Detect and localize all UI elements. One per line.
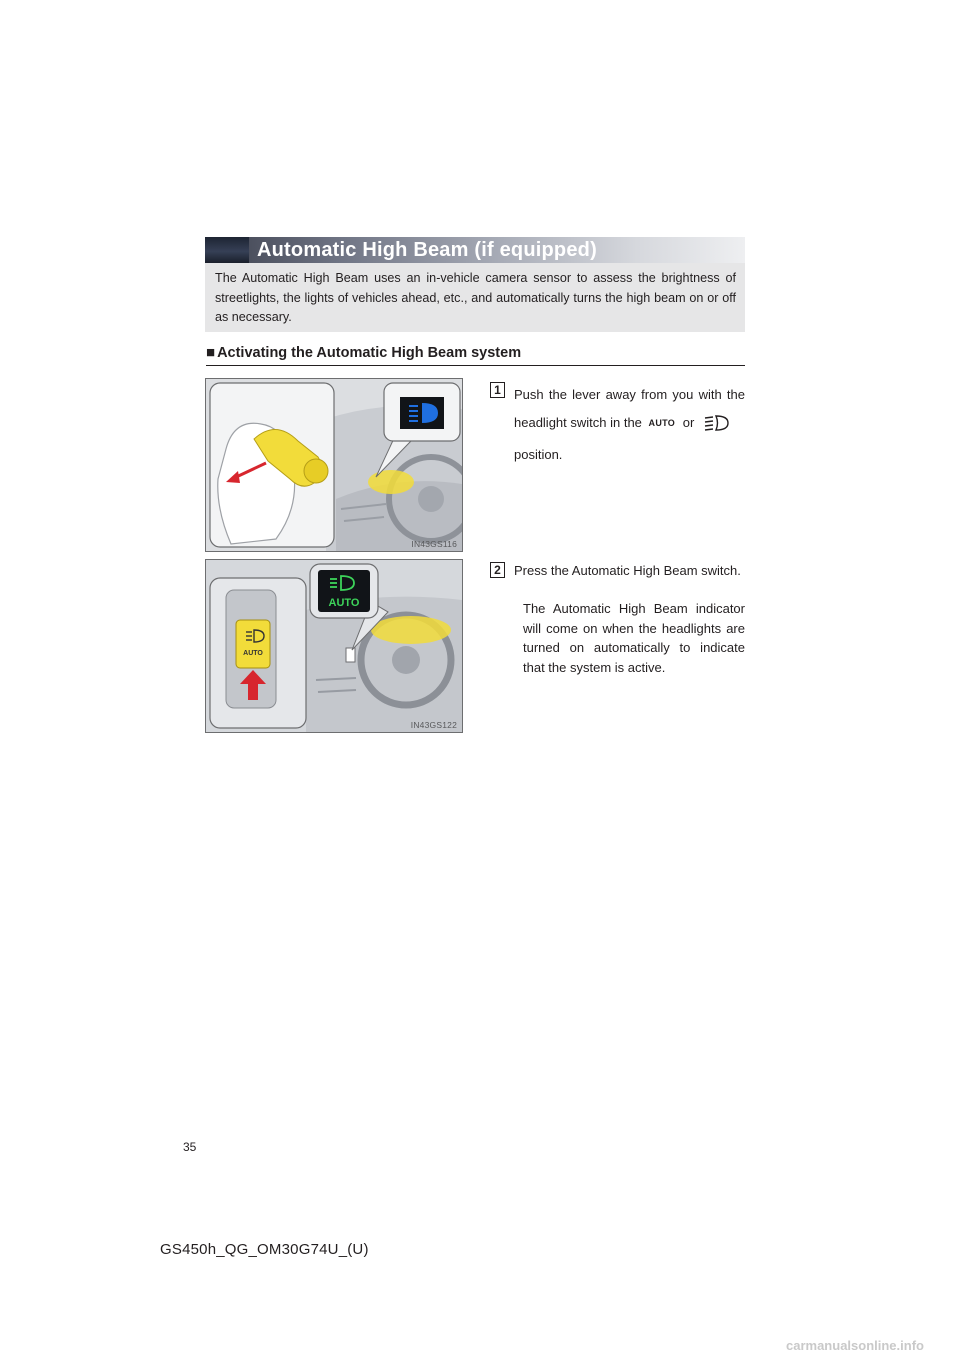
- step-number-2: 2: [490, 562, 505, 578]
- step-1-text-before: Push the lever away from you with the headlight switch in the: [514, 387, 745, 430]
- step-1-text-after: position.: [514, 447, 563, 462]
- figure-headlight-lever: [205, 378, 463, 552]
- section-marker: ■: [206, 344, 216, 361]
- figure-code: IN43GS116: [411, 539, 457, 549]
- figure-code: IN43GS122: [410, 720, 457, 730]
- step-2-text: Press the Automatic High Beam switch.: [514, 563, 741, 578]
- document-code: GS450h_QG_OM30G74U_(U): [160, 1241, 369, 1258]
- step-1-text-or: or: [682, 415, 695, 430]
- step-1-text: [514, 381, 745, 469]
- auto-high-beam-switch-illustration: [206, 560, 462, 732]
- page-number: 35: [183, 1140, 197, 1154]
- switch-auto-label: AUTO: [243, 650, 263, 657]
- title-thumbnail-image: [205, 237, 249, 263]
- indicator-auto-label: AUTO: [328, 597, 360, 609]
- headlight-low-beam-icon: [704, 413, 730, 441]
- step-2-note: The Automatic High Beam indicator will come on when the headlights are turned on automatically to indicate that the system is active.: [523, 601, 745, 675]
- figure-auto-high-beam-switch: [205, 559, 463, 733]
- auto-symbol: AUTO: [648, 418, 676, 428]
- section-heading-text: Activating the Automatic High Beam system: [217, 345, 522, 361]
- watermark-link[interactable]: carmanualsonline.info: [786, 1338, 924, 1353]
- headlight-lever-illustration: [206, 379, 462, 551]
- intro-text: The Automatic High Beam uses an in-vehicle camera sensor to assess the brightness of streetlights, the lights of vehicles ahead, etc., and automatically turns the high beam on or off as necessary.: [205, 263, 745, 332]
- section-heading: [206, 344, 745, 366]
- step-number-1: 1: [490, 382, 505, 398]
- section-title-bar: [205, 237, 745, 263]
- page-title: Automatic High Beam (if equipped): [257, 239, 597, 261]
